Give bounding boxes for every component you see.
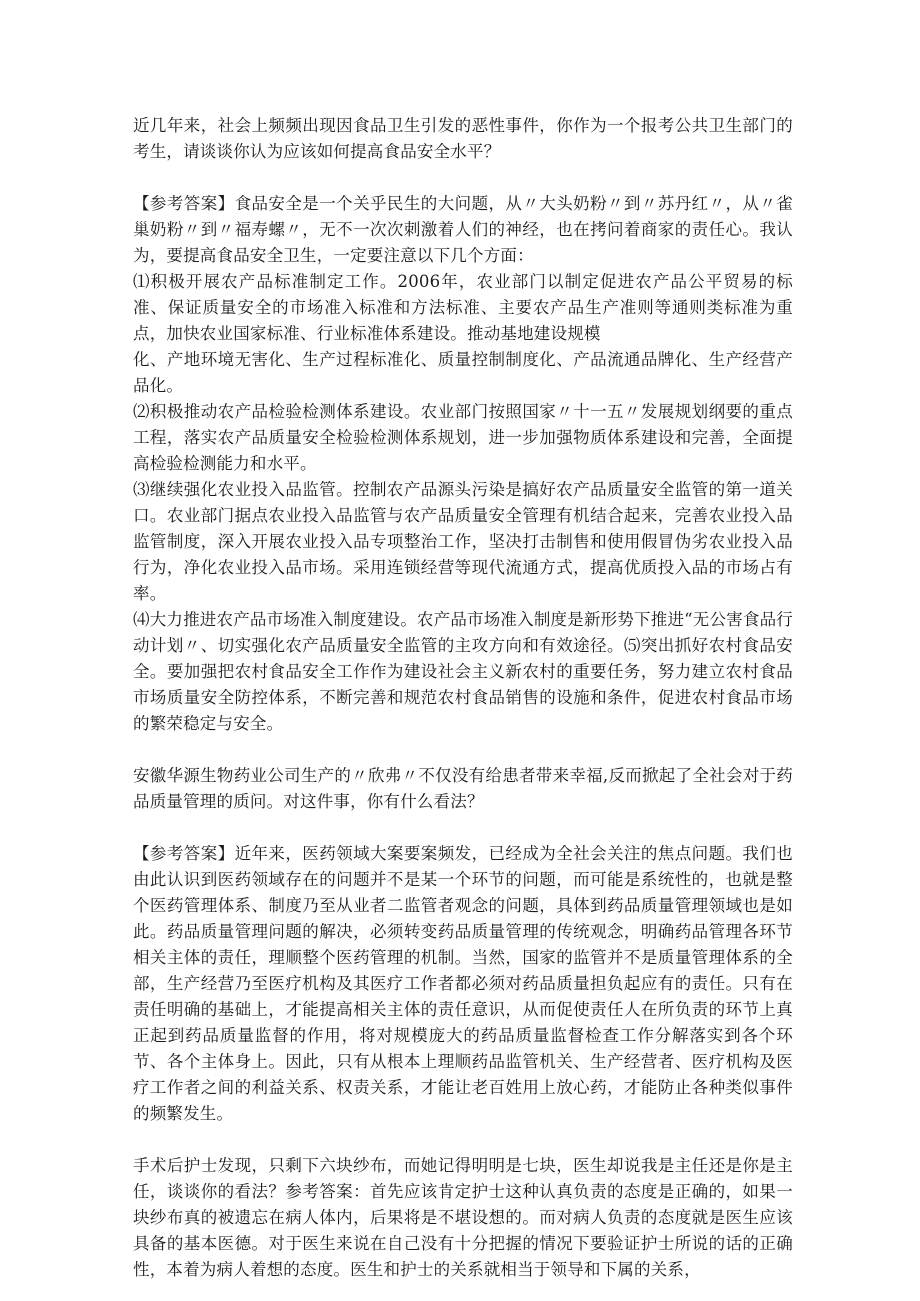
answer-1-point-4-5: ⑷大力推进农产品市场准入制度建设。农产品市场准入制度是新形势下推进“无公害食品行动计划〃、切实强化农产品质量安全监管的主攻方向和有效途径。⑸突出抓好农村食品安全。要加强把农村食品安全工作作为建设社会主义新农村的重要任务，努力建立农村食品市场质量安全防控体系，不断完善和规范农村食品销售的设施和条件，促进农村食品市场的繁荣稳定与安全。: [133, 610, 793, 733]
answer-1-point-1: ⑴积极开展农产品标准制定工作。2006年，农业部门以制定促进农产品公平贸易的标准、保证质量安全的市场准入标准和方法标准、主要农产品生产准则等通则类标准为重点，加快农业国家标准、行业标准体系建设。推动基地建设规模: [133, 272, 793, 343]
question-3: 手术后护士发现，只剩下六块纱布，而她记得明明是七块，医生却说我是主任还是你是主任，谈谈你的看法？参考答案：首先应该肯定护士这种认真负责的态度是正确的，如果一块纱布真的被遗忘在病人体内，后果将是不堪设想的。而对病人负责的态度就是医生应该具备的基本医德。对于医生来说在自己没有十分把握的情况下要验证护士所说的话的正确性，本着为病人着想的态度。医生和护士的关系就相当于领导和下属的关系，: [133, 1156, 793, 1279]
answer-1-point-3: ⑶继续强化农业投入品监管。控制农产品源头污染是搞好农产品质量安全监管的第一道关口。农业部门据点农业投入品监管与农产品质量安全管理有机结合起来，完善农业投入品监管制度，深入开展农业投入品专项整治工作，坚决打击制售和使用假冒伪劣农业投入品行为，净化农业投入品市场。采用连锁经营等现代流通方式，提高优质投入品的市场占有率。: [133, 480, 793, 603]
question-1: 近几年来，社会上频频出现因食品卫生引发的恶性事件，你作为一个报考公共卫生部门的考生，请谈谈你认为应该如何提高食品安全水平？: [133, 116, 793, 161]
answer-1-point-1-continued: 化、产地环境无害化、生产过程标准化、质量控制制度化、产品流通品牌化、生产经营产品化。: [133, 350, 793, 395]
answer-2: 【参考答案】近年来，医药领域大案要案频发，已经成为全社会关注的焦点问题。我们也由此认识到医药领域存在的问题并不是某一个环节的问题，而可能是系统性的，也就是整个医药管理体系、制度乃至从业者二监管者观念的问题，具体到药品质量管理领域也是如此。药品质量管理问题的解决，必须转变药品质量管理的传统观念，明确药品管理各环节相关主体的责任，理顺整个医药管理的机制。当然，国家的监管并不是质量管理体系的全部，生产经营乃至医疗机构及其医疗工作者都必须对药品质量担负起应有的责任。只有在责任明确的基础上，才能提高相关主体的责任意识，从而促使责任人在所负责的环节上真正起到药品质量监督的作用，将对规模庞大的药品质量监督检查工作分解落实到各个环节、各个主体身上。因此，只有从根本上理顺药品监管机关、生产经营者、医疗机构及医疗工作者之间的利益关系、权责关系，才能让老百姓用上放心药，才能防止各种类似事件的频繁发生。: [133, 844, 793, 1123]
answer-1-point-2: ⑵积极推动农产品检验检测体系建设。农业部门按照国家〃十一五〃发展规划纲要的重点工程，落实农产品质量安全检验检测体系规划，进一步加强物质体系建设和完善，全面提高检验检测能力和水平。: [133, 402, 793, 473]
question-2: 安徽华源生物药业公司生产的〃欣弗〃不仅没有给患者带来幸福,反而掀起了全社会对于药品质量管理的质问。对这件事，你有什么看法？: [133, 766, 793, 811]
document-page: [133, 113, 793, 1283]
answer-1-intro: 【参考答案】食品安全是一个关乎民生的大问题，从〃大头奶粉〃到〃苏丹红〃，从〃雀巢奶粉〃到〃福寿螺〃，无不一次次刺激着人们的神经，也在拷问着商家的责任心。我认为，要提高食品安全卫生，一定要注意以下几个方面：: [133, 194, 793, 265]
